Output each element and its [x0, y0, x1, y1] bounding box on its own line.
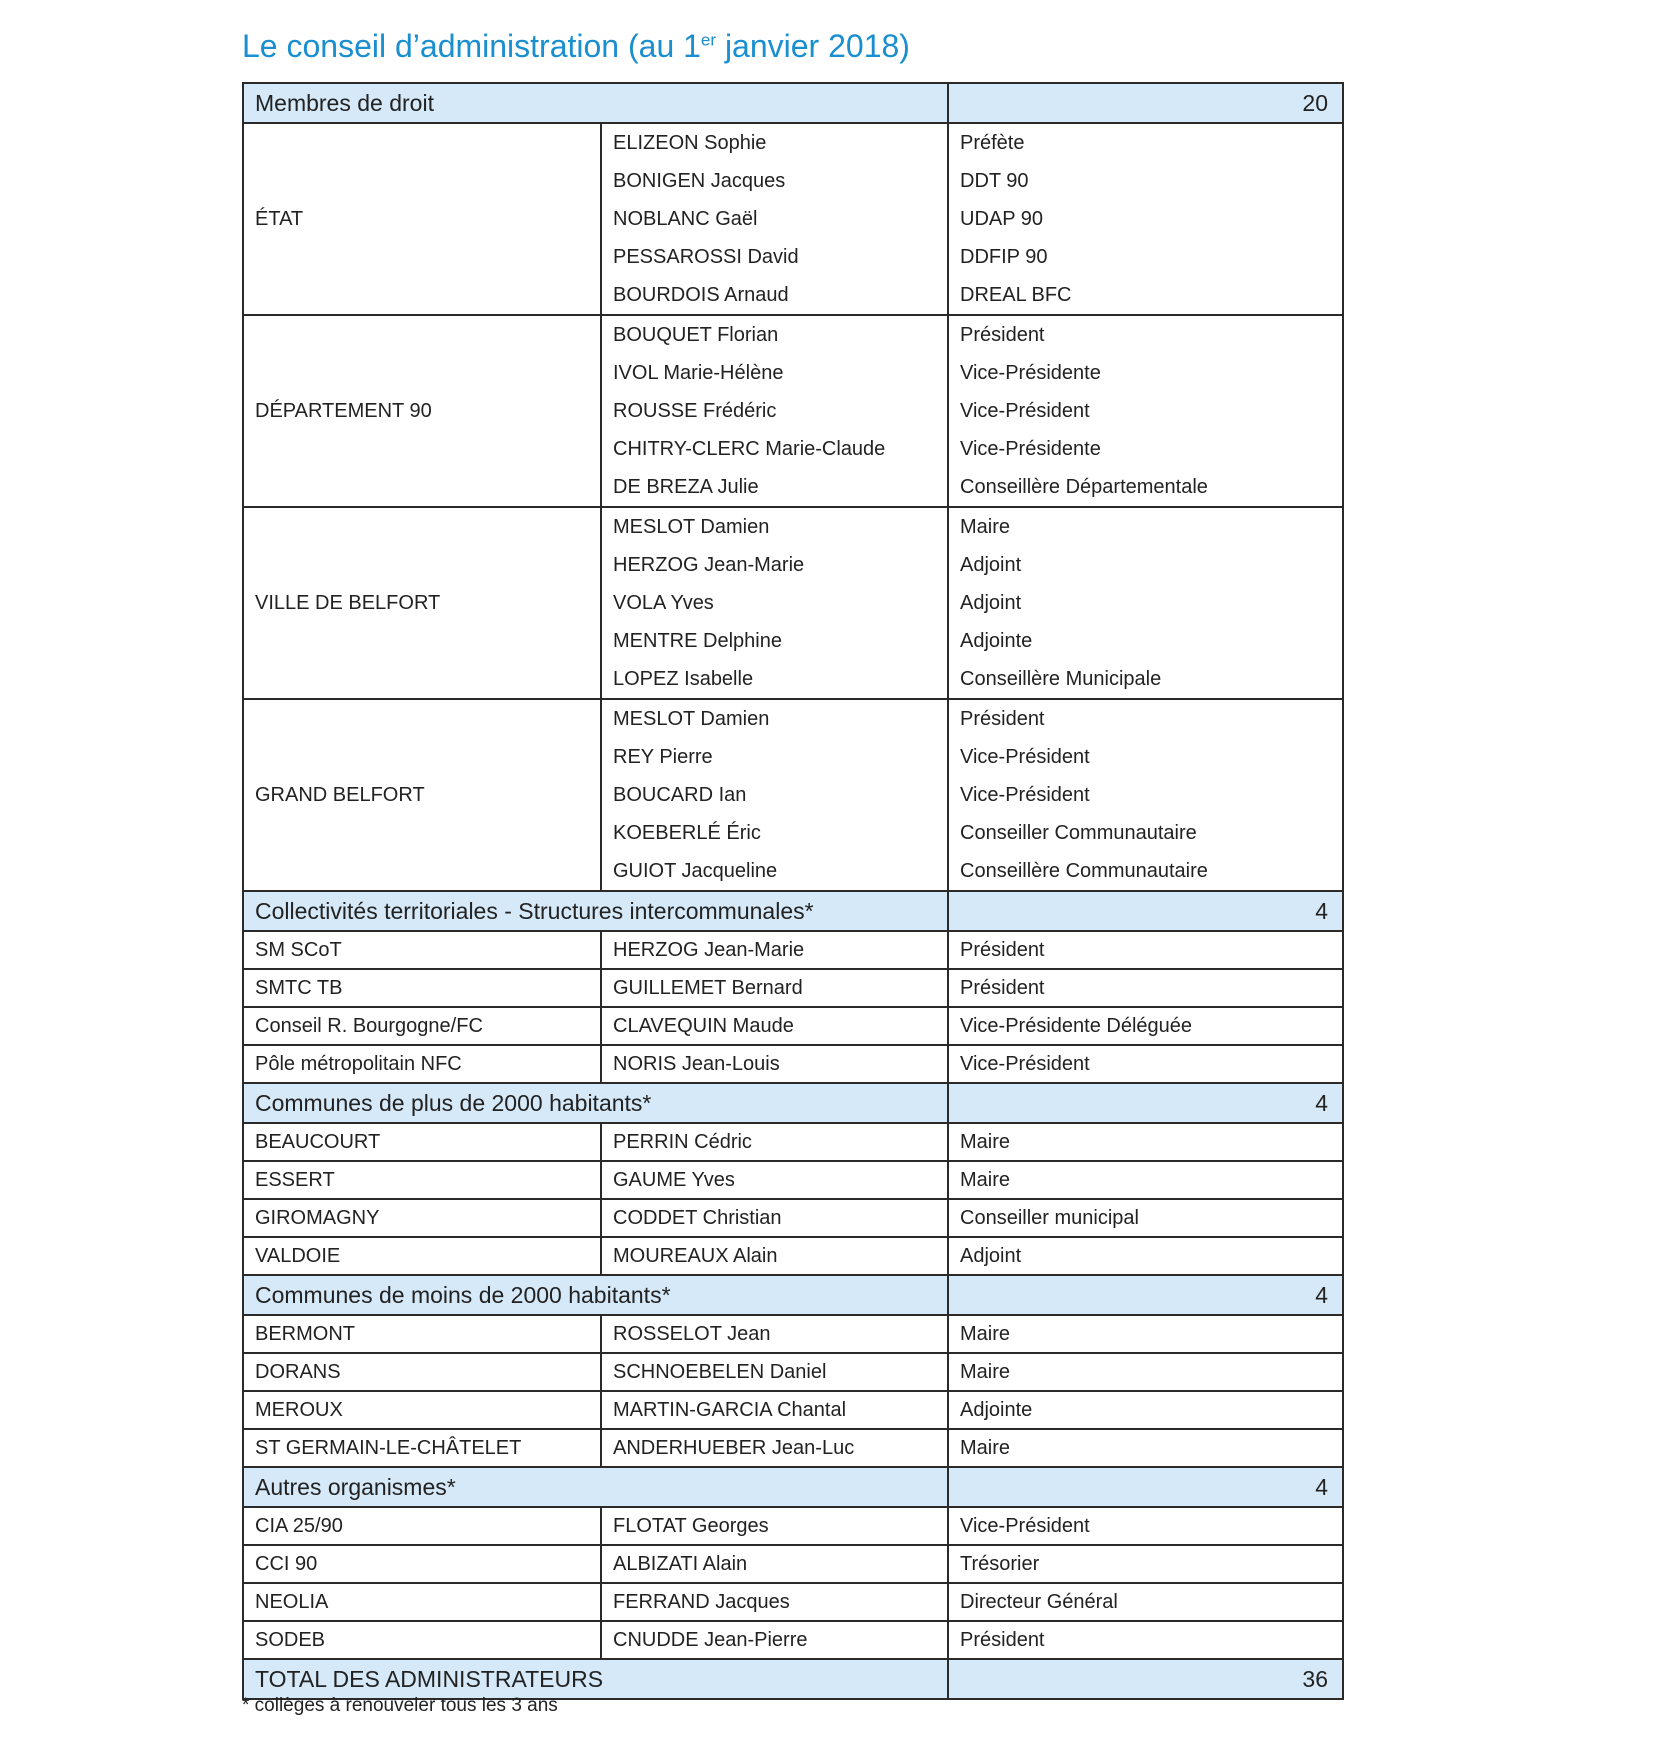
section-header-total — [243, 1659, 1343, 1699]
organization-cell: Pôle métropolitain NFC — [243, 1045, 601, 1083]
organization-cell: CCI 90 — [243, 1545, 601, 1583]
member-role-cell: Vice-Président — [948, 392, 1343, 430]
group-name-cell: DÉPARTEMENT 90 — [243, 315, 601, 507]
member-role-cell: Préfète — [948, 123, 1343, 162]
member-name-cell: GUIOT Jacqueline — [601, 852, 948, 891]
member-role-cell: Maire — [948, 1353, 1343, 1391]
table-row — [243, 1199, 1343, 1237]
member-name-cell: BOUQUET Florian — [601, 315, 948, 354]
table-row — [243, 931, 1343, 969]
member-name-cell: GUILLEMET Bernard — [601, 969, 948, 1007]
section-label: TOTAL DES ADMINISTRATEURS — [243, 1659, 948, 1699]
member-role-cell: DDT 90 — [948, 162, 1343, 200]
member-name-cell: NOBLANC Gaël — [601, 200, 948, 238]
table-row — [243, 507, 1343, 546]
member-role-cell: Vice-Présidente — [948, 354, 1343, 392]
organization-cell: ESSERT — [243, 1161, 601, 1199]
member-name-cell: GAUME Yves — [601, 1161, 948, 1199]
member-role-cell: UDAP 90 — [948, 200, 1343, 238]
organization-cell: SODEB — [243, 1621, 601, 1659]
member-name-cell: IVOL Marie-Hélène — [601, 354, 948, 392]
member-name-cell: MESLOT Damien — [601, 699, 948, 738]
member-role-cell: Adjoint — [948, 584, 1343, 622]
member-role-cell: Adjoint — [948, 1237, 1343, 1275]
table-row — [243, 1315, 1343, 1353]
member-name-cell: HERZOG Jean-Marie — [601, 546, 948, 584]
member-name-cell: MOUREAUX Alain — [601, 1237, 948, 1275]
member-name-cell: BONIGEN Jacques — [601, 162, 948, 200]
table-row — [243, 1429, 1343, 1467]
member-role-cell: Conseillère Départementale — [948, 468, 1343, 507]
organization-cell: CIA 25/90 — [243, 1507, 601, 1545]
section-count: 36 — [948, 1659, 1343, 1699]
table-row — [243, 1353, 1343, 1391]
table-row — [243, 1007, 1343, 1045]
member-name-cell: SCHNOEBELEN Daniel — [601, 1353, 948, 1391]
section-header-moins2000 — [243, 1275, 1343, 1315]
organization-cell: ST GERMAIN-LE-CHÂTELET — [243, 1429, 601, 1467]
group-name-cell: VILLE DE BELFORT — [243, 507, 601, 699]
section-count: 20 — [948, 83, 1343, 123]
member-role-cell: Vice-Président — [948, 738, 1343, 776]
page-title — [242, 28, 910, 65]
member-role-cell: DREAL BFC — [948, 276, 1343, 315]
section-header-autres — [243, 1467, 1343, 1507]
board-table — [242, 82, 1344, 1700]
section-label: Membres de droit — [243, 83, 948, 123]
section-header-collectivites — [243, 891, 1343, 931]
organization-cell: GIROMAGNY — [243, 1199, 601, 1237]
member-role-cell: Directeur Général — [948, 1583, 1343, 1621]
member-role-cell: Vice-Président — [948, 1507, 1343, 1545]
organization-cell: NEOLIA — [243, 1583, 601, 1621]
member-name-cell: NORIS Jean-Louis — [601, 1045, 948, 1083]
member-role-cell: Adjointe — [948, 622, 1343, 660]
member-name-cell: MARTIN-GARCIA Chantal — [601, 1391, 948, 1429]
member-name-cell: FERRAND Jacques — [601, 1583, 948, 1621]
table-row — [243, 1045, 1343, 1083]
member-name-cell: MENTRE Delphine — [601, 622, 948, 660]
table-row — [243, 1237, 1343, 1275]
member-role-cell: Maire — [948, 1315, 1343, 1353]
table-row — [243, 1621, 1343, 1659]
member-role-cell: Président — [948, 969, 1343, 1007]
section-count: 4 — [948, 1275, 1343, 1315]
member-name-cell: ANDERHUEBER Jean-Luc — [601, 1429, 948, 1467]
member-role-cell: Président — [948, 1621, 1343, 1659]
organization-cell: SMTC TB — [243, 969, 601, 1007]
table-row — [243, 1545, 1343, 1583]
member-role-cell: Maire — [948, 1161, 1343, 1199]
member-name-cell: PESSAROSSI David — [601, 238, 948, 276]
member-role-cell: Vice-Présidente — [948, 430, 1343, 468]
member-role-cell: DDFIP 90 — [948, 238, 1343, 276]
organization-cell: BERMONT — [243, 1315, 601, 1353]
member-name-cell: CNUDDE Jean-Pierre — [601, 1621, 948, 1659]
section-header-droit — [243, 83, 1343, 123]
table-row — [243, 699, 1343, 738]
member-name-cell: CODDET Christian — [601, 1199, 948, 1237]
member-name-cell: PERRIN Cédric — [601, 1123, 948, 1161]
member-name-cell: CLAVEQUIN Maude — [601, 1007, 948, 1045]
organization-cell: DORANS — [243, 1353, 601, 1391]
member-name-cell: HERZOG Jean-Marie — [601, 931, 948, 969]
member-role-cell: Trésorier — [948, 1545, 1343, 1583]
member-name-cell: MESLOT Damien — [601, 507, 948, 546]
member-role-cell: Maire — [948, 507, 1343, 546]
member-name-cell: VOLA Yves — [601, 584, 948, 622]
member-name-cell: ROUSSE Frédéric — [601, 392, 948, 430]
member-role-cell: Maire — [948, 1429, 1343, 1467]
table-row — [243, 1507, 1343, 1545]
member-role-cell: Président — [948, 931, 1343, 969]
member-name-cell: DE BREZA Julie — [601, 468, 948, 507]
member-name-cell: BOUCARD Ian — [601, 776, 948, 814]
title-rest: janvier 2018) — [716, 28, 910, 64]
section-header-plus2000 — [243, 1083, 1343, 1123]
organization-cell: Conseil R. Bourgogne/FC — [243, 1007, 601, 1045]
title-superscript: er — [700, 30, 717, 50]
member-name-cell: BOURDOIS Arnaud — [601, 276, 948, 315]
section-label: Communes de plus de 2000 habitants* — [243, 1083, 948, 1123]
member-role-cell: Adjointe — [948, 1391, 1343, 1429]
member-role-cell: Président — [948, 315, 1343, 354]
table-row — [243, 1391, 1343, 1429]
table-row — [243, 969, 1343, 1007]
organization-cell: MEROUX — [243, 1391, 601, 1429]
footnote: * collèges à renouveler tous les 3 ans — [242, 1695, 558, 1716]
member-name-cell: ALBIZATI Alain — [601, 1545, 948, 1583]
table-row — [243, 1123, 1343, 1161]
member-role-cell: Vice-Présidente Déléguée — [948, 1007, 1343, 1045]
section-count: 4 — [948, 891, 1343, 931]
organization-cell: SM SCoT — [243, 931, 601, 969]
member-name-cell: REY Pierre — [601, 738, 948, 776]
member-name-cell: ROSSELOT Jean — [601, 1315, 948, 1353]
member-role-cell: Adjoint — [948, 546, 1343, 584]
table-row — [243, 1583, 1343, 1621]
member-role-cell: Conseiller municipal — [948, 1199, 1343, 1237]
member-role-cell: Vice-Président — [948, 776, 1343, 814]
table-row — [243, 315, 1343, 354]
group-name-cell: ÉTAT — [243, 123, 601, 315]
section-count: 4 — [948, 1083, 1343, 1123]
member-role-cell: Conseillère Communautaire — [948, 852, 1343, 891]
title-main: Le conseil d’administration (au 1 — [242, 28, 701, 64]
section-label: Collectivités territoriales - Structures intercommunales* — [243, 891, 948, 931]
member-name-cell: FLOTAT Georges — [601, 1507, 948, 1545]
section-label: Autres organismes* — [243, 1467, 948, 1507]
member-role-cell: Conseillère Municipale — [948, 660, 1343, 699]
section-label: Communes de moins de 2000 habitants* — [243, 1275, 948, 1315]
organization-cell: BEAUCOURT — [243, 1123, 601, 1161]
member-name-cell: ELIZEON Sophie — [601, 123, 948, 162]
member-name-cell: LOPEZ Isabelle — [601, 660, 948, 699]
member-role-cell: Maire — [948, 1123, 1343, 1161]
organization-cell: VALDOIE — [243, 1237, 601, 1275]
table-row — [243, 123, 1343, 162]
member-role-cell: Vice-Président — [948, 1045, 1343, 1083]
group-name-cell: GRAND BELFORT — [243, 699, 601, 891]
member-name-cell: KOEBERLÉ Éric — [601, 814, 948, 852]
member-name-cell: CHITRY-CLERC Marie-Claude — [601, 430, 948, 468]
member-role-cell: Conseiller Communautaire — [948, 814, 1343, 852]
section-count: 4 — [948, 1467, 1343, 1507]
table-row — [243, 1161, 1343, 1199]
member-role-cell: Président — [948, 699, 1343, 738]
